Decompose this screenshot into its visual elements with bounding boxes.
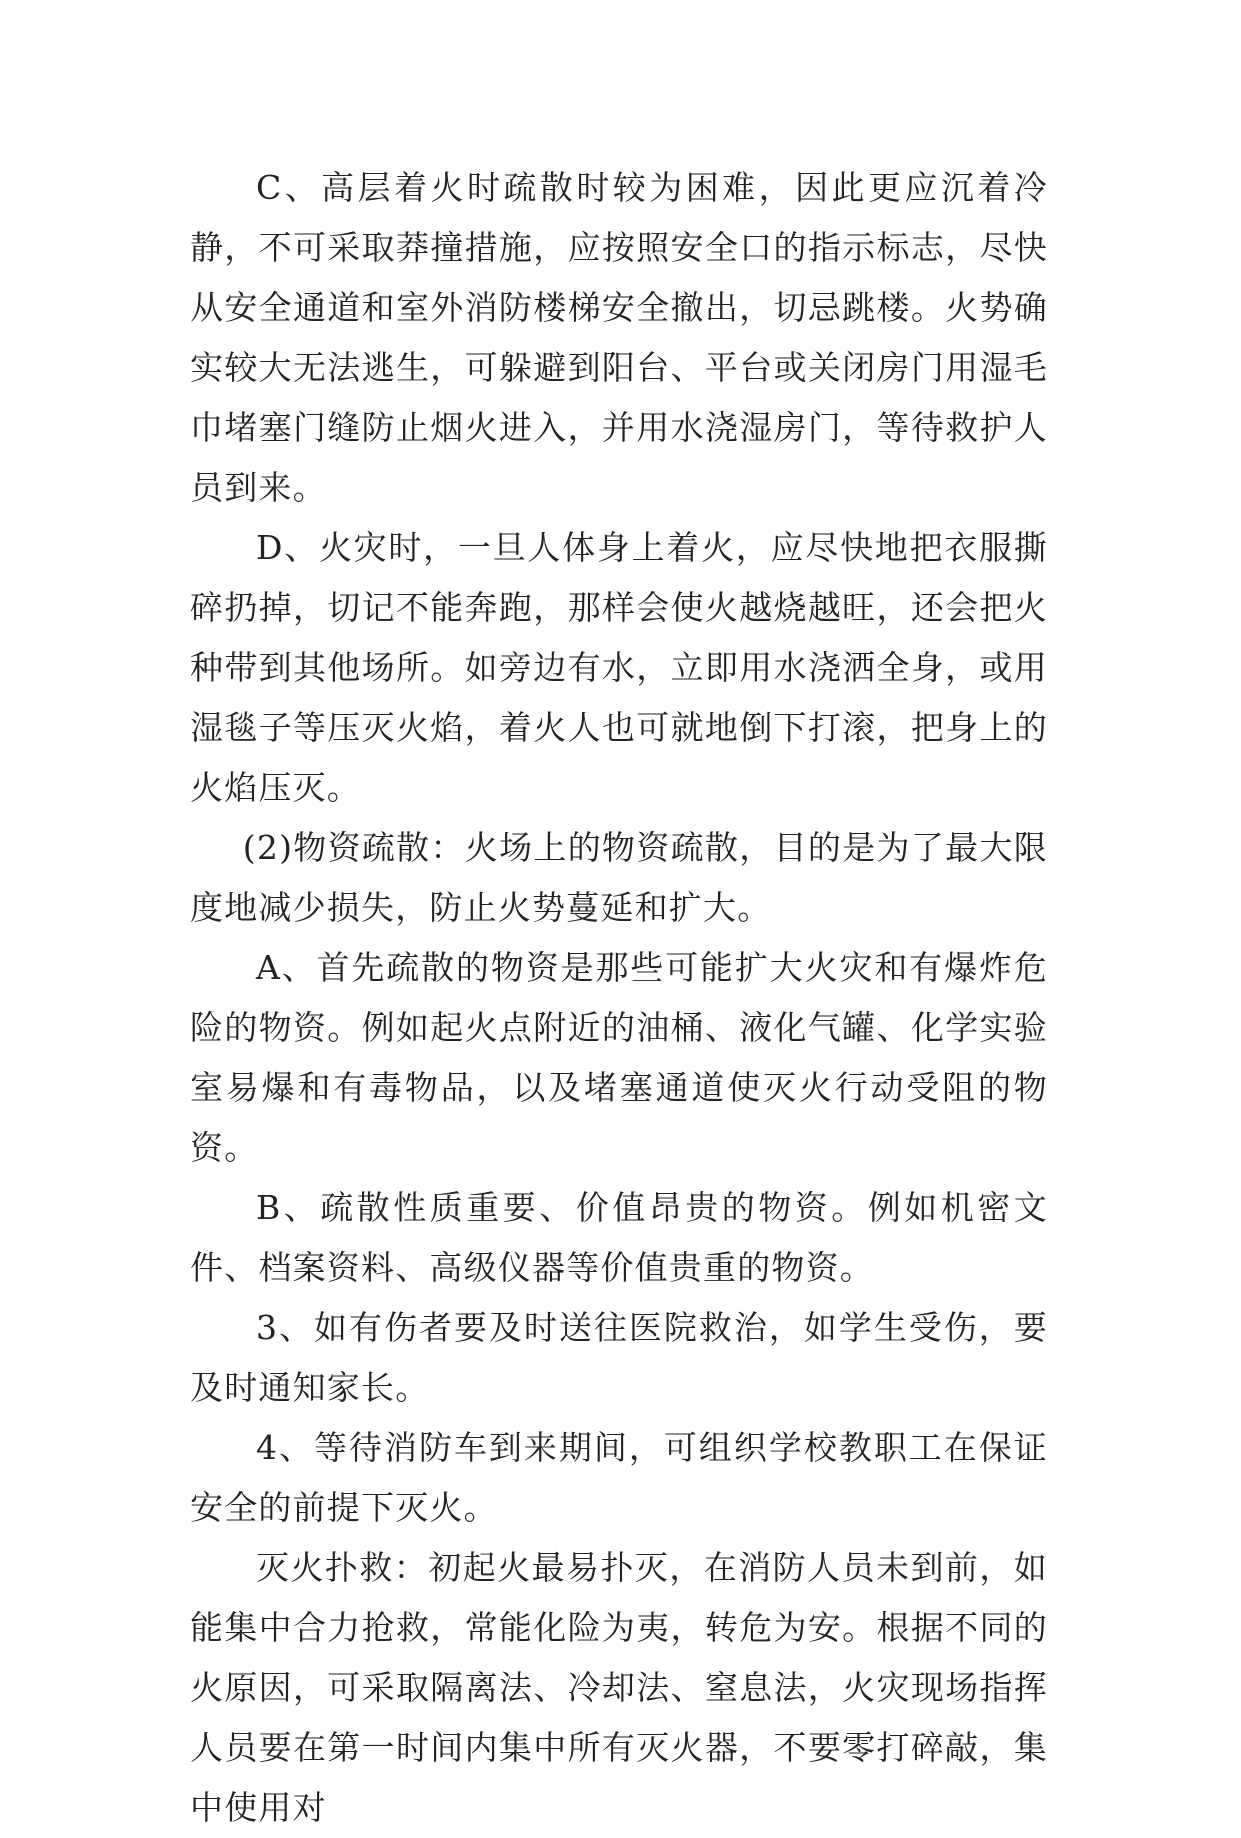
paragraph-fire-suppression: 灭火扑救：初起火最易扑灭，在消防人员未到前，如能集中合力抢救，常能化险为夷，转危为安。根据不同的火原因，可采取隔离法、冷却法、窒息法，火灾现场指挥人员要在第一时间内集中所有灭火器，不要零打碎敲，集中使用对 — [190, 1548, 1048, 1827]
paragraph-material-evacuation: (2)物资疏散：火场上的物资疏散，目的是为了最大限度地减少损失，防止火势蔓延和扩大。 — [190, 828, 1048, 927]
paragraph-await-fire-truck: 4、等待消防车到来期间，可组织学校教职工在保证安全的前提下灭火。 — [190, 1428, 1048, 1527]
document-body — [190, 158, 1048, 1838]
paragraph-valuable-materials: B、疏散性质重要、价值昂贵的物资。例如机密文件、档案资料、高级仪器等价值贵重的物资。 — [190, 1188, 1048, 1287]
paragraph-priority-materials: A、首先疏散的物资是那些可能扩大火灾和有爆炸危险的物资。例如起火点附近的油桶、液化气罐、化学实验室易爆和有毒物品，以及堵塞通道使灭火行动受阻的物资。 — [190, 948, 1048, 1167]
paragraph-body-on-fire: D、火灾时，一旦人体身上着火，应尽快地把衣服撕碎扔掉，切记不能奔跑，那样会使火越烧越旺，还会把火种带到其他场所。如旁边有水，立即用水浇洒全身，或用湿毯子等压灭火焰，着火人也可就地倒下打滚，把身上的火焰压灭。 — [190, 528, 1048, 807]
paragraph-injured-persons: 3、如有伤者要及时送往医院救治，如学生受伤，要及时通知家长。 — [190, 1308, 1048, 1407]
paragraph-high-rise-evacuation: C、高层着火时疏散时较为困难，因此更应沉着冷静，不可采取莽撞措施，应按照安全口的指示标志，尽快从安全通道和室外消防楼梯安全撤出，切忌跳楼。火势确实较大无法逃生，可躲避到阳台、平台或关闭房门用湿毛巾堵塞门缝防止烟火进入，并用水浇湿房门，等待救护人员到来。 — [190, 168, 1048, 507]
